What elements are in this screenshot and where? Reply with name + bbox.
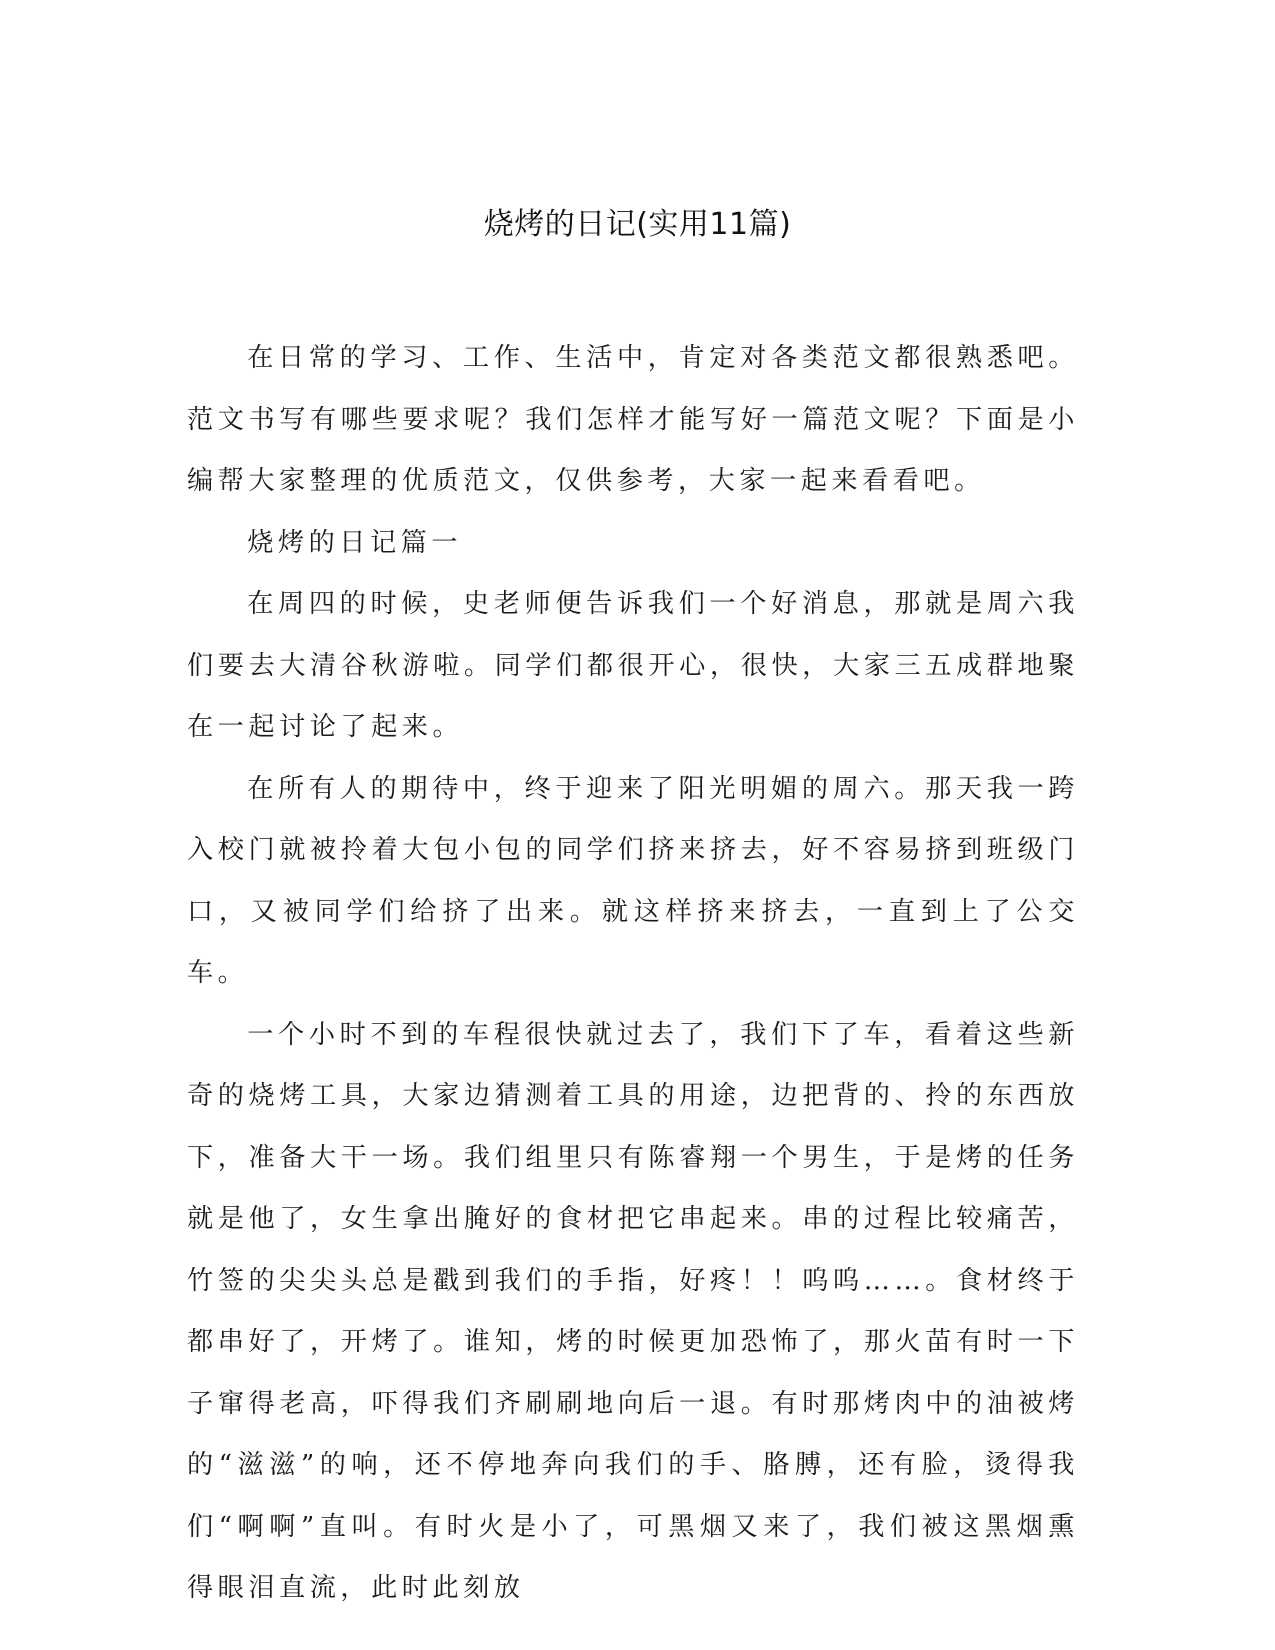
body-paragraph: 在周四的时候，史老师便告诉我们一个好消息，那就是周六我们要去大清谷秋游啦。同学们都很开心，很快，大家三五成群地聚在一起讨论了起来。 [187, 589, 1079, 742]
section-heading: 烧烤的日记篇一 [247, 527, 463, 558]
body-paragraph: 在所有人的期待中，终于迎来了阳光明媚的周六。那天我一跨入校门就被拎着大包小包的同学们挤来挤去，好不容易挤到班级门口，又被同学们给挤了出来。就这样挤来挤去，一直到上了公交车。 [187, 773, 1079, 988]
body-paragraph: 一个小时不到的车程很快就过去了，我们下了车，看着这些新奇的烧烤工具，大家边猜测着工具的用途，边把背的、拎的东西放下，准备大干一场。我们组里只有陈睿翔一个男生，于是烤的任务就是他了，女生拿出腌好的食材把它串起来。串的过程比较痛苦，竹签的尖尖头总是戳到我们的手指，好疼！！呜呜……。食材终于都串好了，开烤了。谁知，烤的时候更加恐怖了，那火苗有时一下子窜得老高，吓得我们齐刷刷地向后一退。有时那烤肉中的油被烤的“滋滋”的响，还不停地奔向我们的手、胳膊，还有脸，烫得我们“啊啊”直叫。有时火是小了，可黑烟又来了，我们被这黑烟熏得眼泪直流，此时此刻放 [187, 1019, 1079, 1603]
intro-paragraph: 在日常的学习、工作、生活中，肯定对各类范文都很熟悉吧。范文书写有哪些要求呢？我们怎样才能写好一篇范文呢？下面是小编帮大家整理的优质范文，仅供参考，大家一起来看看吧。 [187, 343, 1079, 496]
document-body [187, 328, 1079, 1620]
document-title: 烧烤的日记(实用11篇) [483, 207, 792, 242]
